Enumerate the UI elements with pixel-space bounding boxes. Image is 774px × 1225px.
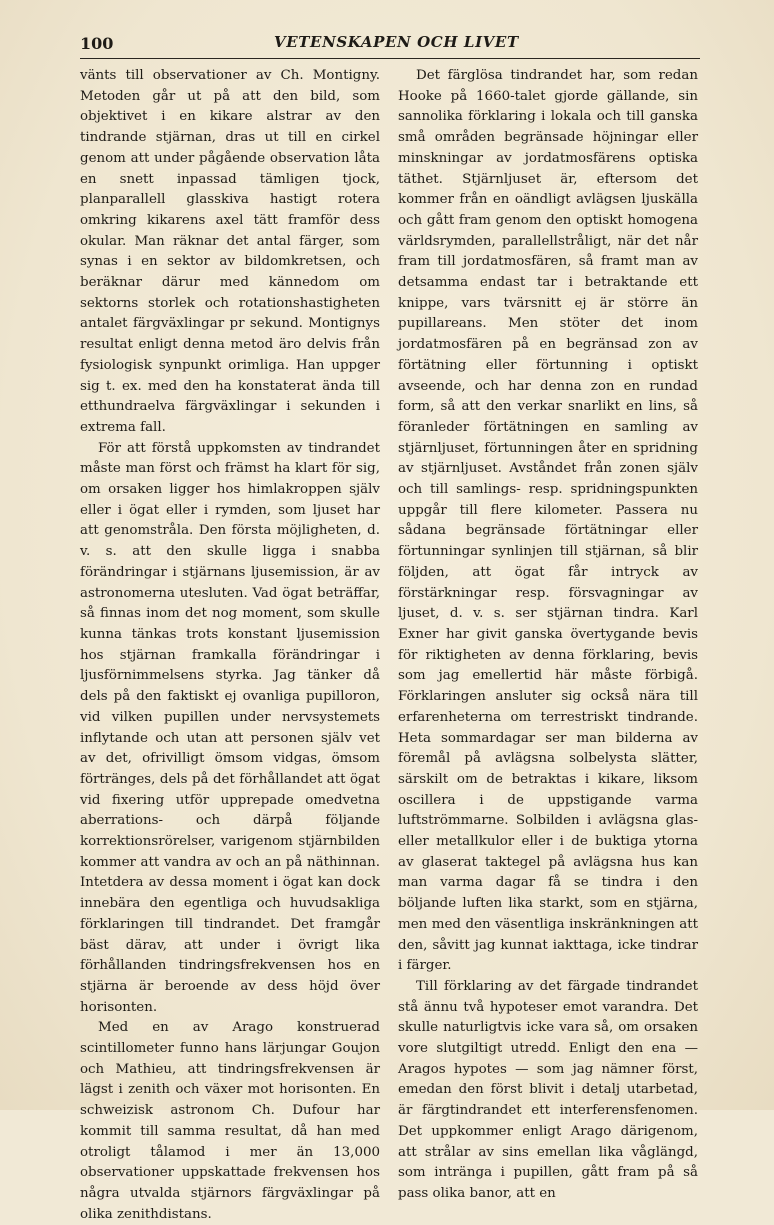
paragraph: vänts till observationer av Ch. Montigny. Metoden går ut på att den bild, som objektivet i en kikare alstrar av den tindrande stjärnan, dras ut till en cirkel genom att under pågående observation låta en snett inpassad tämligen tjock, planparallell glasskiva hastigt rotera omkring kikarens axel tätt framför dess okular. Man räknar det antal färger, som synas i en sektor av bildomkretsen, och beräknar därur med kännedom om sektorns storlek och rotationshastigheten antalet färgväxlingar pr sekund. Montignys resultat enligt denna metod äro delvis från fysiologisk synpunkt orimliga. Han uppger sig t. ex. med den ha konstaterat ända till etthundraelva färgväxlingar i sekunden i extrema fall. — [80, 68, 380, 435]
paragraph: Till förklaring av det färgade tindrandet stå ännu två hypoteser emot varandra. Det skulle naturligtvis icke vara så, om orsaken vore slutgiltigt utredd. Enligt den ena — Aragos hypotes — som jag nämner först, emedan den först blivit i detalj utarbetad, är färgtindrandet ett interferensfenomen. Det uppkommer enligt Arago därigenom, att strålar av sins emellan lika våglängd, som intränga i pupillen, gått fram på så pass olika banor, att en — [398, 978, 698, 1201]
right-column — [398, 66, 698, 1205]
paragraph: För att förstå uppkomsten av tindrandet måste man först och främst ha klart för sig, om orsaken ligger hos himlakroppen själv eller i ögat eller i rymden, som ljuset har att genomstråla. Den första möjligheten, d. v. s. att den skulle ligga i snabba förändringar i stjärnans ljusemission, är av astronomerna utesluten. Vad ögat beträffar, så finnas inom det nog moment, som skulle kunna tänkas trots konstant ljusemission hos stjärnan framkalla förändringar i ljusförnimmelsens styrka. Jag tänker då dels på den faktiskt ej ovanliga pupilloron, vid vilken pupillen under nervsystemets inflytande och utan att personen själv vet av det, ofrivilligt ömsom vidgas, ömsom förtränges, dels på det förhållandet att ögat vid fixering utför upprepade omedvetna aberrations- och därpå följande korrektionsrörelser, varigenom stjärnbilden kommer att vandra av och an på näthinnan. Intetdera av dessa moment i ögat kan dock innebära den egentliga och huvudsakliga förklaringen till tindrandet. Det framgår bäst därav, att under i övrigt lika förhållanden tindringsfrekvensen hos en stjärna är beroende av dess höjd över horisonten. — [80, 440, 380, 1015]
page-number: 100 — [80, 34, 114, 53]
paragraph: Det färglösa tindrandet har, som redan Hooke på 1660-talet gjorde gällande, sin sannolika förklaring i lokala och till ganska små områden begränsade höjningar eller minskningar av jordatmosfärens optiska täthet. Stjärnljuset är, eftersom det kommer från en oändligt avlägsen ljuskälla och gått fram genom den optiskt homogena världsrymden, parallellstråligt, när det når fram till jordatmosfären, så framt man av detsamma endast tar i betraktande ett knippe, vars tvärsnitt ej är större än pupillareans. Men stöter det inom jordatmosfären på en begränsad zon av förtätning eller förtunning i optiskt avseende, och har denna zon en rundad form, så att den verkar snarlikt en lins, så föranleder förtätningen en samling av stjärnljuset, förtunningen åter en spridning av stjärnljuset. Avståndet från zonen själv och till samlings- resp. spridningspunkten uppgår till flere kilometer. Passera nu sådana begränsade förtätningar eller förtunningar synlinjen till stjärnan, så blir följden, att ögat får intryck av förstärkningar resp. försvagningar av ljuset, d. v. s. ser stjärnan tindra. Karl Exner har givit ganska övertygande bevis för riktigheten av denna förklaring, bevis som jag emellertid här måste förbigå. Förklaringen ansluter sig också nära till erfarenheterna om terrestriskt tindrande. Heta sommardagar ser man bilderna av föremål på avlägsna solbelysta slätter, särskilt om de betraktas i kikare, liksom oscillera i de uppstigande varma luftströmmarne. Solbilden i avlägsna glas- eller metallkulor eller i de buktiga ytorna av glaserat taktegel på avlägsna hus kan man varma dagar få se tindra i den böljande luften lika starkt, som en stjärna, men med den väsentliga inskränkningen att den, såvitt jag kunnat iakttaga, icke tindrar i färger. — [398, 68, 698, 974]
left-column — [80, 66, 380, 1225]
running-title: VETENSKAPEN OCH LIVET — [274, 33, 519, 51]
paragraph: Med en av Arago konstruerad scintillometer funno hans lärjungar Goujon och Mathieu, att tindringsfrekvensen är lägst i zenith och växer mot horisonten. En schweizisk astronom Ch. Dufour har kommit till samma resultat, då han med otroligt tålamod i mer än 13,000 observationer uppskattade frekvensen hos några utvalda stjärnors färgväxlingar på olika zenithdistans. — [80, 1020, 380, 1222]
running-header — [80, 32, 700, 59]
